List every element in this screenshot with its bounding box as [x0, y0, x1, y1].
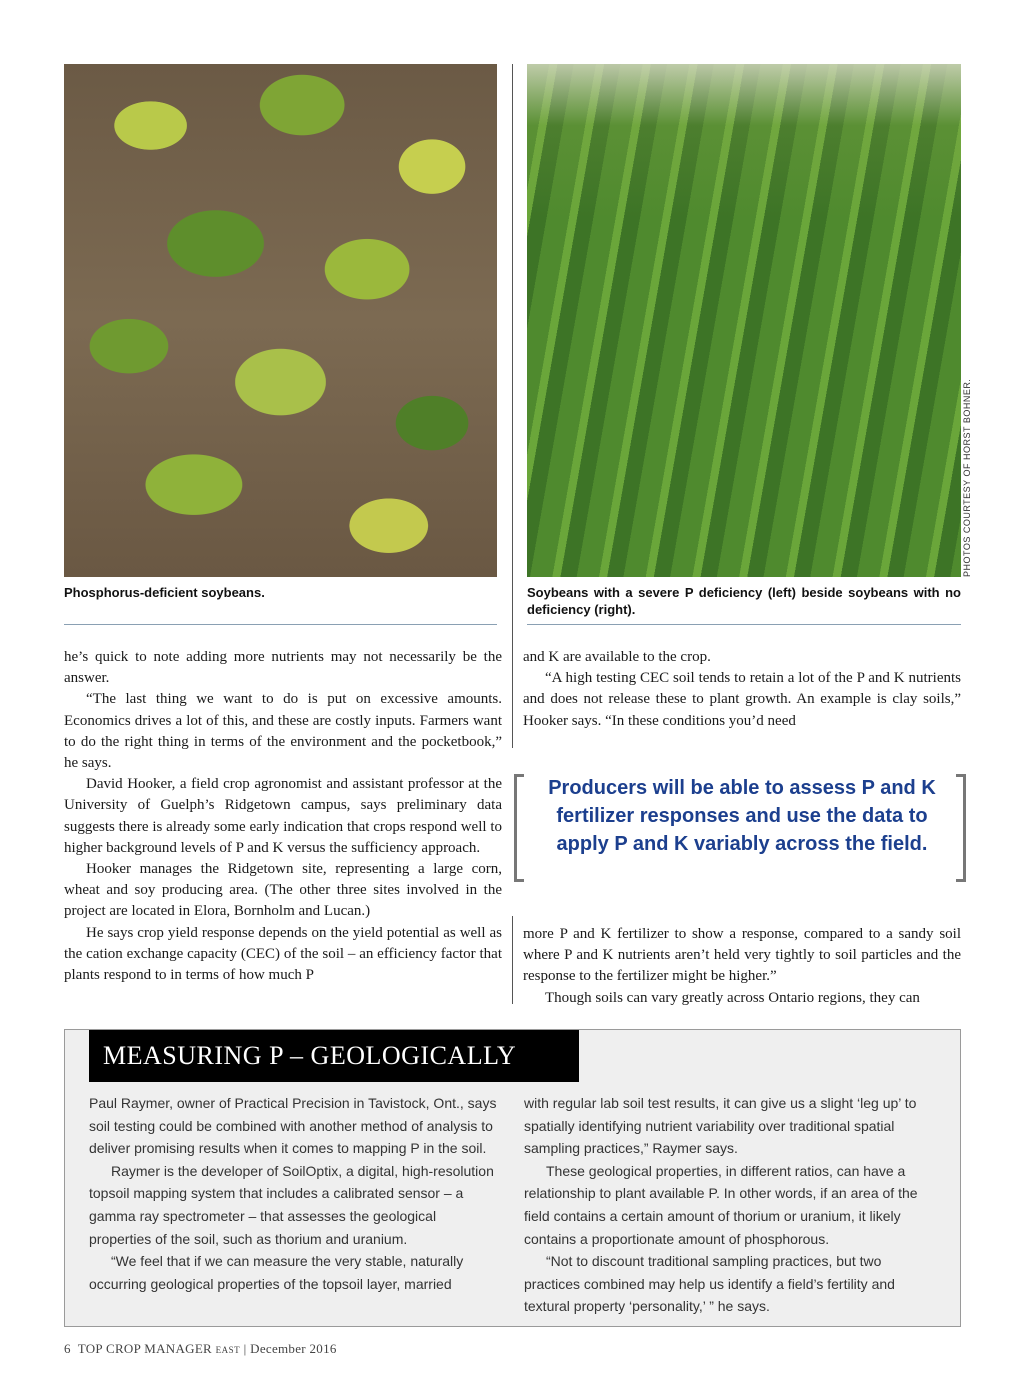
article-column-right-bottom: [523, 924, 961, 1009]
pull-quote-bracket-left: [514, 774, 524, 882]
sidebar-column-right: [524, 1092, 934, 1318]
caption-right: Soybeans with a severe P deficiency (left) beside soybeans with no deficiency (right).: [527, 585, 961, 617]
sidebar-paragraph: “Not to discount traditional sampling practices, but two practices combined may help us identify a field’s fertility and textural property ‘personality,’ ” he says.: [524, 1253, 895, 1315]
magazine-edition: EAST: [215, 1345, 241, 1355]
caption-divider-left: [64, 624, 497, 625]
article-column-left: [64, 647, 502, 986]
pull-quote-bracket-right: [956, 774, 966, 882]
paragraph: He says crop yield response depends on the yield potential as well as the cation exchange capacity (CEC) of the soil – an efficiency factor that plants respond to in terms of how much P: [64, 924, 502, 984]
sidebar-column-left: [89, 1092, 499, 1295]
paragraph: and K are available to the crop.: [523, 649, 711, 665]
caption-divider-right: [527, 624, 961, 625]
photo-phosphorus-deficient-soybeans: [64, 64, 497, 577]
pull-quote-text: Producers will be able to assess P and K fertilizer responses and use the data to apply P and K variably across the field.: [548, 777, 936, 855]
sidebar-title: MEASURING P – GEOLOGICALLY: [89, 1030, 579, 1082]
photo-soybean-field-comparison: [527, 64, 961, 577]
issue-date: December 2016: [250, 1341, 337, 1356]
footer-separator: |: [243, 1341, 247, 1356]
article-column-right-top: [523, 647, 961, 732]
paragraph: Hooker manages the Ridgetown site, representing a large corn, wheat and soy producing area. (The other three sites involved in the project are located in Elora, Bornholm and Lucan.): [64, 861, 502, 920]
paragraph: David Hooker, a field crop agronomist and assistant professor at the University of Guelph’s Ridgetown campus, says preliminary data suggests there is already some early indication that crops respond well to higher background levels of P and K versus the sufficiency approach.: [64, 776, 502, 856]
sidebar-paragraph: These geological properties, in different ratios, can have a relationship to plant available P. In other words, if an area of the field contains a certain amount of thorium or uranium, it likely contains a proportionate amount of phosphorous.: [524, 1162, 918, 1247]
paragraph: more P and K fertilizer to show a response, compared to a sandy soil where P and K nutrients aren’t held very tightly to soil particles and the response to the fertilizer might be higher.”: [523, 926, 961, 985]
sidebar-paragraph: Raymer is the developer of SoilOptix, a digital, high-resolution topsoil mapping system that includes a calibrated sensor – a gamma ray spectrometer – that assesses the geological properties of the soil, such as thorium and uranium.: [89, 1162, 494, 1247]
paragraph: he’s quick to note adding more nutrients may not necessarily be the answer.: [64, 649, 502, 687]
page-number: 6: [64, 1341, 71, 1356]
paragraph: “The last thing we want to do is put on excessive amounts. Economics drives a lot of this, and these are costly inputs. Farmers want to do the right thing in terms of the environment and the pocketbook,” he says.: [64, 691, 502, 772]
sidebar-paragraph: Paul Raymer, owner of Practical Precision in Tavistock, Ont., says soil testing could be combined with another method of analysis to deliver promising results when it comes to mapping P in the soil.: [89, 1095, 497, 1157]
column-divider-bottom: [512, 916, 513, 1004]
column-divider-top: [512, 64, 513, 748]
sidebar-paragraph: with regular lab soil test results, it can give us a slight ‘leg up’ to spatially identifying nutrient variability over traditional spatial sampling practices,” Raymer says.: [524, 1095, 917, 1157]
pull-quote: [512, 770, 966, 888]
page-footer: [64, 1341, 337, 1357]
sidebar-paragraph: “We feel that if we can measure the very stable, naturally occurring geological properties of the topsoil layer, married: [89, 1253, 464, 1292]
paragraph: Though soils can vary greatly across Ontario regions, they can: [545, 989, 920, 1006]
photo-credit: PHOTOS COURTESY OF HORST BOHNER.: [962, 378, 972, 577]
paragraph: “A high testing CEC soil tends to retain a lot of the P and K nutrients and does not release these to plant growth. An example is clay soils,” Hooker says. “In these conditions you’d need: [523, 670, 961, 729]
magazine-name: TOP CROP MANAGER: [77, 1341, 213, 1356]
caption-left: Phosphorus-deficient soybeans.: [64, 585, 265, 600]
sidebar-box: [64, 1029, 961, 1327]
